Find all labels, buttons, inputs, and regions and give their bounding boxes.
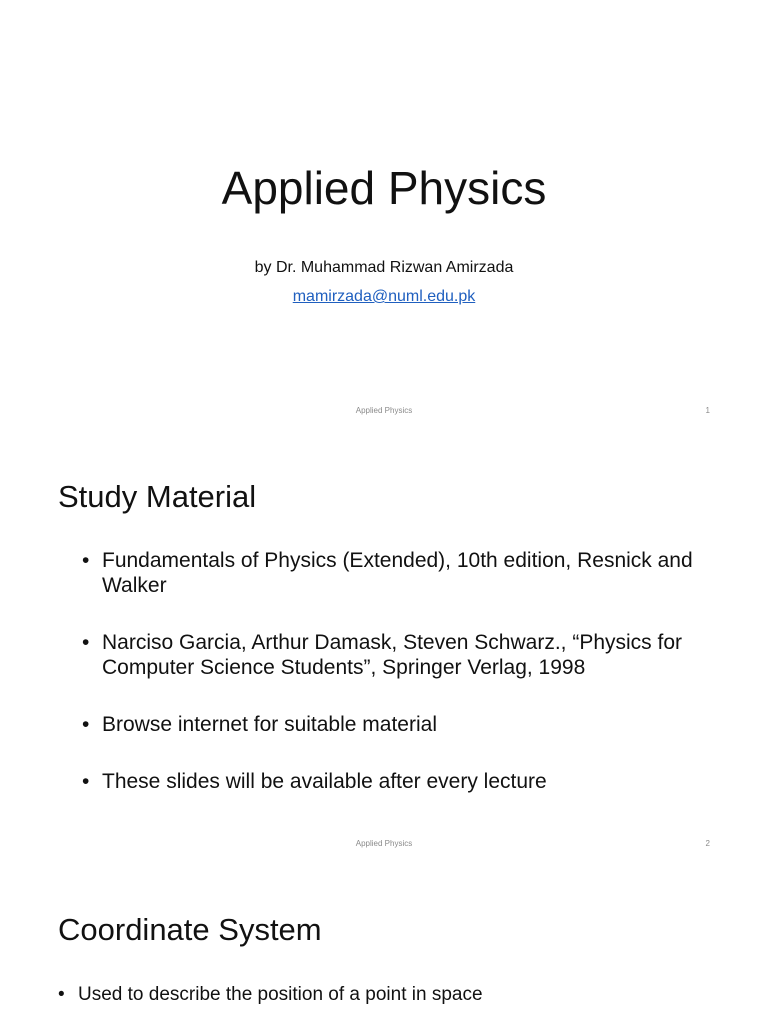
bullet-item <box>82 712 722 737</box>
bullet-icon: • <box>82 770 90 793</box>
slide-number: 1 <box>705 406 710 415</box>
bullet-text: These slides will be available after every lecture <box>102 770 547 793</box>
slide-heading: Coordinate System <box>58 912 322 947</box>
slide-title: Applied Physics <box>221 162 547 214</box>
bullet-icon: • <box>82 631 90 654</box>
slide-footer: Applied Physics <box>355 406 413 415</box>
bullet-list <box>82 548 722 826</box>
bullet-item <box>82 769 722 794</box>
bullet-item <box>58 983 698 1007</box>
slide-1 <box>0 0 768 433</box>
bullet-text: Browse internet for suitable material <box>102 713 437 736</box>
slide-3 <box>0 866 768 1024</box>
bullet-item <box>82 630 722 680</box>
slide-2 <box>0 433 768 866</box>
bullet-list <box>58 983 722 1007</box>
bullet-item <box>82 548 722 598</box>
bullet-text: Narciso Garcia, Arthur Damask, Steven Schwarz., “Physics for Computer Science Students”, Springer Verlag, 1998 <box>102 631 683 679</box>
slide-footer: Applied Physics <box>355 839 413 848</box>
author-email-link[interactable]: mamirzada@numl.edu.pk <box>292 288 476 305</box>
bullet-icon: • <box>82 549 90 572</box>
slide-number: 2 <box>705 839 710 848</box>
slide-heading: Study Material <box>58 479 257 514</box>
bullet-icon: • <box>58 984 65 1005</box>
bullet-text: Used to describe the position of a point in space <box>78 984 483 1005</box>
author-byline: by Dr. Muhammad Rizwan Amirzada <box>254 259 514 276</box>
bullet-text: Fundamentals of Physics (Extended), 10th edition, Resnick and Walker <box>102 549 693 597</box>
bullet-icon: • <box>82 713 90 736</box>
